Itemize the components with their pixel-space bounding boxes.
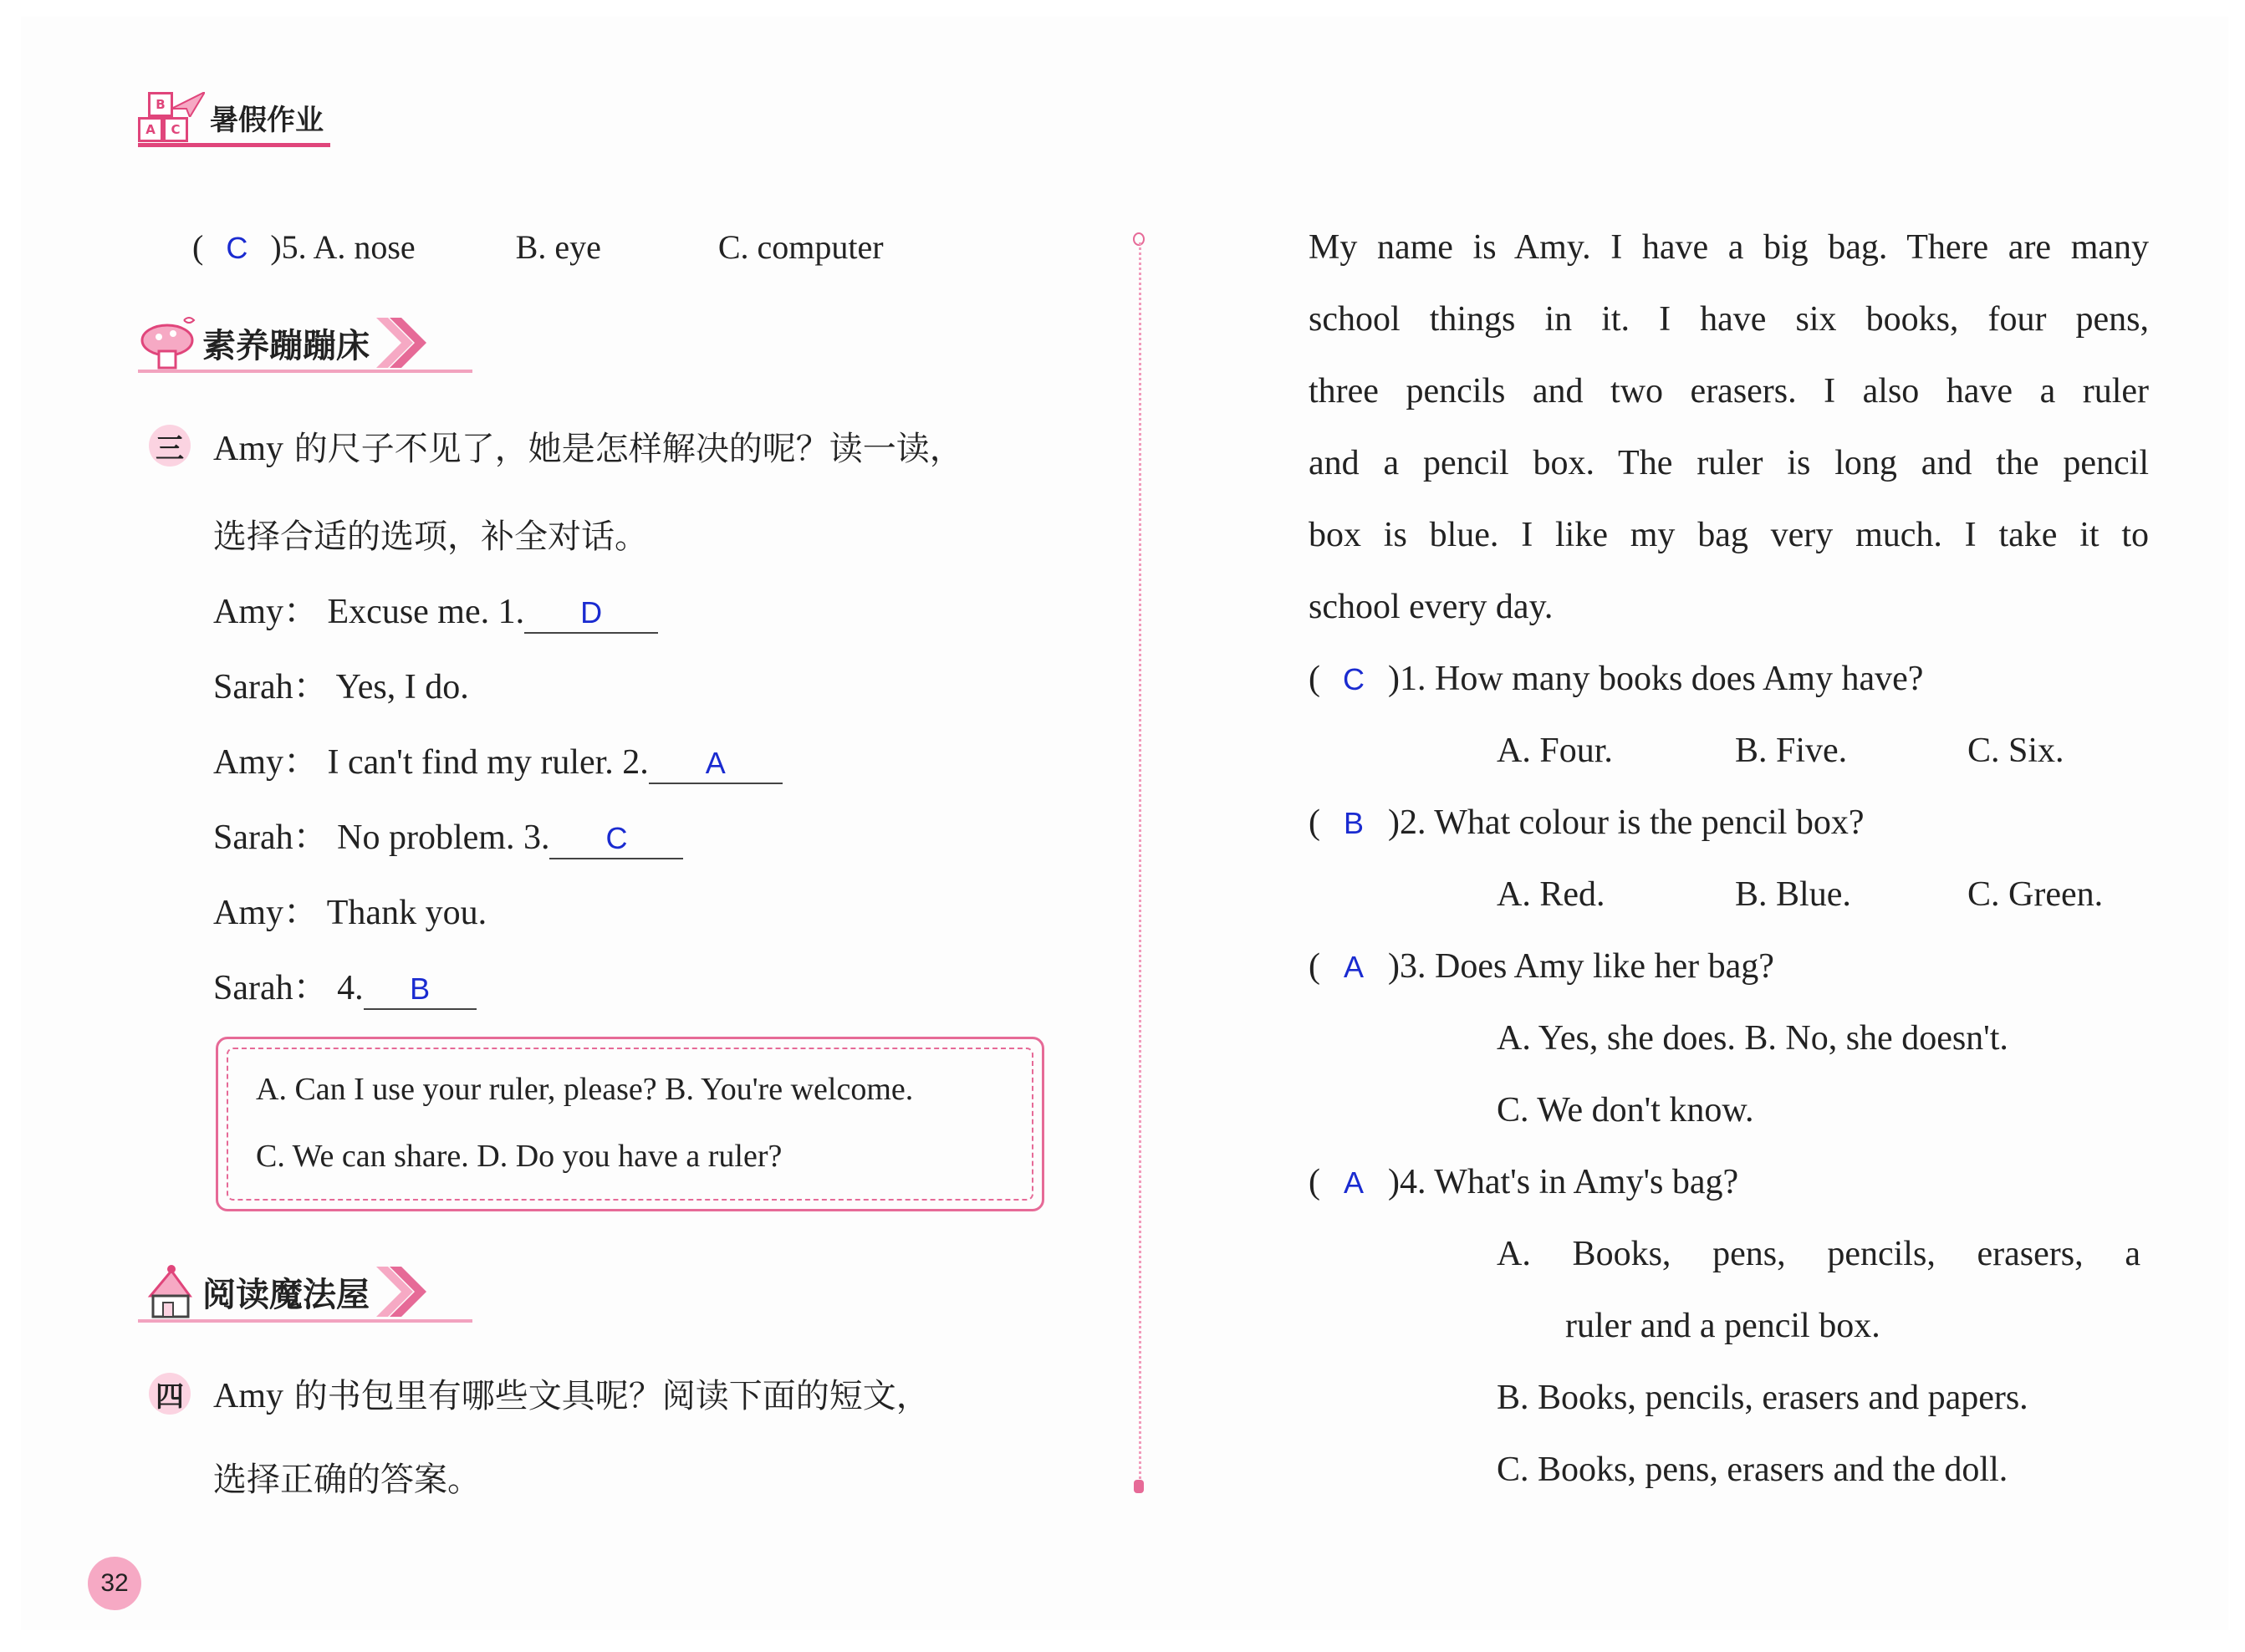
reading-question-1: ( C )1. How many books does Amy have? xyxy=(1309,660,1924,698)
question-number-badge: 三 xyxy=(149,425,191,467)
section-title: 阅读魔法屋 xyxy=(202,1275,370,1314)
dialog-text: Excuse me. 1. xyxy=(327,593,525,631)
option: A. Books, pens, pencils, erasers, a xyxy=(1497,1235,2140,1273)
answer-blank xyxy=(549,818,683,859)
answer-mark: A xyxy=(1343,950,1364,984)
answer-blank xyxy=(524,592,658,634)
option: B. Blue. xyxy=(1735,875,1851,914)
answer-mark: A xyxy=(1343,1165,1364,1200)
dialog-speaker: Sarah： xyxy=(213,969,329,1007)
dialog-line xyxy=(213,960,477,1010)
dialog-line xyxy=(213,584,658,634)
question-5-option-b: B. eye xyxy=(515,228,601,266)
option: B. Five. xyxy=(1735,732,1848,770)
mushroom-icon xyxy=(138,314,201,372)
question-5-option-c: C. computer xyxy=(717,228,884,266)
question-stem: )4. What's in Amy's bag? xyxy=(1388,1163,1739,1201)
passage-line: My name is Amy. I have a big bag. There are many xyxy=(1309,228,2149,267)
answer-mark: B xyxy=(410,971,431,1006)
answer-mark: C xyxy=(605,821,628,855)
options-line-1: A. Can I use your ruler, please? B. You're welcome. xyxy=(256,1072,914,1107)
column-divider xyxy=(1139,242,1141,1484)
question-3-instruction xyxy=(213,422,963,470)
question-4-instruction-line-2: 选择正确的答案。 xyxy=(213,1461,481,1499)
magic-house-icon xyxy=(138,1262,201,1321)
option: C. Books, pens, erasers and the doll. xyxy=(1497,1451,2008,1489)
option: B. Books, pencils, erasers and papers. xyxy=(1497,1379,2028,1417)
option: C. We don't know. xyxy=(1497,1091,1754,1129)
logo-block: C xyxy=(163,117,188,142)
dialog-speaker: Sarah： xyxy=(213,818,329,857)
paper-plane-icon xyxy=(171,92,205,117)
instruction-name: Amy xyxy=(213,430,283,468)
paren-open: ( xyxy=(192,228,204,266)
passage-line: box is blue. I like my bag very much. I take it to xyxy=(1309,516,2149,554)
answer-mark: B xyxy=(1343,806,1364,840)
option: C. Green. xyxy=(1967,875,2104,914)
section-underline xyxy=(138,1319,472,1323)
abc-blocks-icon xyxy=(138,92,205,142)
answer-mark: C xyxy=(226,231,248,265)
passage-line: three pencils and two erasers. I also have a ruler xyxy=(1309,372,2149,410)
dialog-speaker: Amy： xyxy=(213,743,319,782)
section-header-1 xyxy=(138,314,426,372)
dialog-text: 4. xyxy=(337,969,364,1007)
reading-question-3: ( A )3. Does Amy like her bag? xyxy=(1309,947,1774,986)
dialog-text: I can't find my ruler. 2. xyxy=(327,743,649,782)
chevron-right-icon xyxy=(376,318,426,368)
passage-line: school every day. xyxy=(1309,588,1554,626)
answer-mark: C xyxy=(1343,662,1365,696)
dialog-line xyxy=(213,659,469,709)
section-underline xyxy=(138,370,472,373)
options-box xyxy=(216,1037,1044,1211)
question-number-badge: 四 xyxy=(149,1373,191,1415)
dialog-speaker: Amy： xyxy=(213,593,319,631)
dialog-line xyxy=(213,809,683,859)
page-header xyxy=(138,92,324,142)
section-title: 素养蹦蹦床 xyxy=(202,326,370,365)
option: A. Red. xyxy=(1497,875,1605,914)
section-header-2 xyxy=(138,1262,426,1321)
logo-block: B xyxy=(148,92,173,117)
question-stem: )3. Does Amy like her bag? xyxy=(1388,947,1774,986)
passage-line: school things in it. I have six books, four pens, xyxy=(1309,300,2149,339)
option: C. Six. xyxy=(1967,732,2064,770)
page-number: 32 xyxy=(88,1557,141,1610)
question-5 xyxy=(192,227,884,267)
answer-mark: D xyxy=(580,595,603,630)
instruction-line-1: 的书包里有哪些文具呢？阅读下面的短文， xyxy=(293,1377,930,1415)
answer-blank xyxy=(364,968,477,1010)
dialog-speaker: Sarah： xyxy=(213,668,329,706)
dialog-speaker: Amy： xyxy=(213,894,319,932)
options-line-2: C. We can share. D. Do you have a ruler? xyxy=(256,1139,783,1174)
reading-question-2: ( B )2. What colour is the pencil box? xyxy=(1309,803,1865,842)
chevron-right-icon xyxy=(376,1267,426,1317)
instruction-name: Amy xyxy=(213,1377,283,1415)
option: A. Four. xyxy=(1497,732,1613,770)
header-underline xyxy=(138,143,330,147)
header-title: 暑假作业 xyxy=(210,103,324,137)
option: A. Yes, she does. B. No, she doesn't. xyxy=(1497,1019,2008,1058)
answer-blank xyxy=(649,742,783,784)
dialog-line xyxy=(213,885,487,935)
answer-mark: A xyxy=(705,746,726,780)
question-stem: )1. How many books does Amy have? xyxy=(1388,660,1924,698)
instruction-line-1: 的尺子不见了，她是怎样解决的呢？读一读， xyxy=(293,430,963,468)
reading-question-4: ( A )4. What's in Amy's bag? xyxy=(1309,1163,1739,1201)
dialog-text: No problem. 3. xyxy=(337,818,550,857)
question-4-instruction xyxy=(213,1369,930,1417)
question-5-stem: )5. A. nose xyxy=(270,228,416,266)
passage-line: and a pencil box. The ruler is long and the pencil xyxy=(1309,444,2149,482)
dialog-line xyxy=(213,734,783,784)
logo-block: A xyxy=(138,117,163,142)
dialog-text: Thank you. xyxy=(326,894,487,932)
divider-bottom-ornament xyxy=(1134,1480,1144,1493)
question-3-instruction-line-2: 选择合适的选项，补全对话。 xyxy=(213,518,648,556)
option-continued: ruler and a pencil box. xyxy=(1565,1307,1880,1345)
question-stem: )2. What colour is the pencil box? xyxy=(1388,803,1865,842)
dialog-text: Yes, I do. xyxy=(335,668,469,706)
